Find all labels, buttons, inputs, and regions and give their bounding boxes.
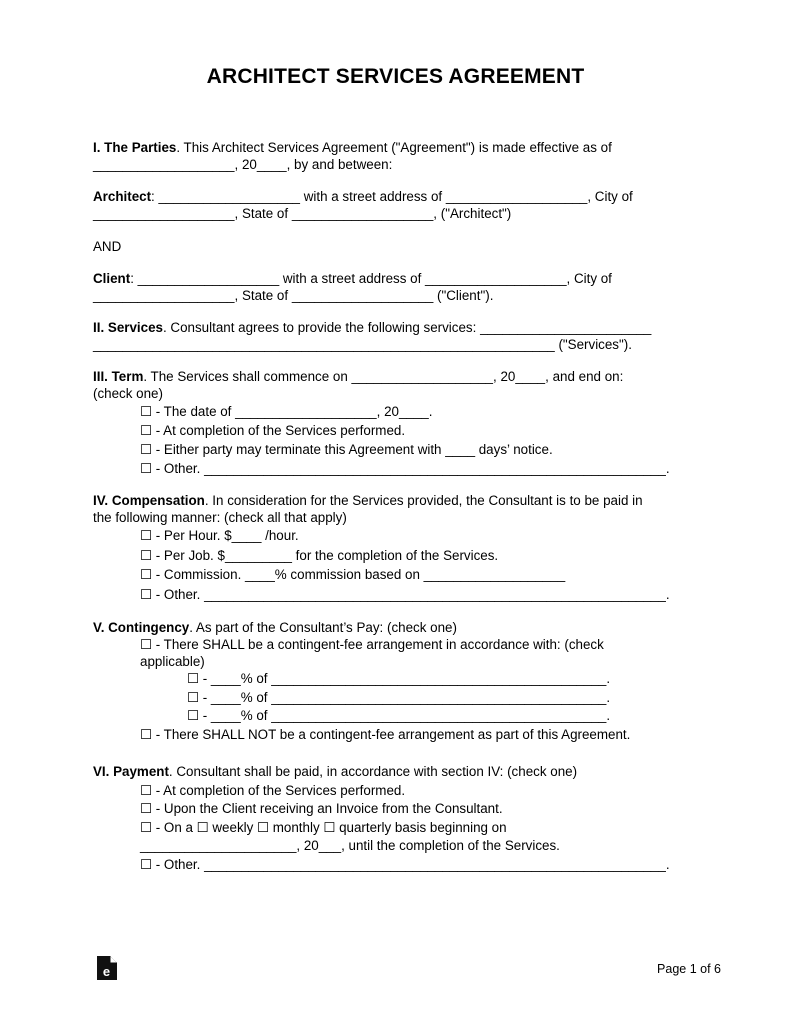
checkbox-option[interactable]: ☐ - At completion of the Services performed. xyxy=(140,423,406,438)
section-text: . Consultant agrees to provide the following services: _______________________ xyxy=(162,320,652,335)
page-title: ARCHITECT SERVICES AGREEMENT xyxy=(206,65,585,88)
checkbox-option-continued: _____________________, 20___, until the completion of the Services. xyxy=(140,838,560,853)
section-text: (check one) xyxy=(93,385,163,401)
checkbox-option[interactable]: ☐ - On a ☐ weekly ☐ monthly ☐ quarterly basis beginning on xyxy=(140,819,507,835)
checkbox-sub-option[interactable]: ☐ - ____% of _____________________________________________. xyxy=(187,689,611,705)
section-text: . The Services shall commence on ___________________, 20____, and end on: xyxy=(143,369,624,384)
checkbox-option[interactable]: ☐ - There SHALL NOT be a contingent-fee arrangement as part of this Agreement. xyxy=(140,726,631,742)
checkbox-option[interactable]: ☐ - Other. ______________________________________________________________. xyxy=(140,856,670,872)
eforms-logo-icon xyxy=(96,955,118,981)
checkbox-option[interactable]: ☐ - Either party may terminate this Agreement with ____ days’ notice. xyxy=(140,442,553,457)
section-compensation xyxy=(93,493,705,604)
checkbox-sub-option[interactable]: ☐ - ____% of _____________________________________________. xyxy=(187,671,611,686)
checkbox-option[interactable]: ☐ - The date of ___________________, 20____. xyxy=(140,404,433,419)
checkbox-option[interactable]: ☐ - At completion of the Services performed. xyxy=(140,782,406,798)
section-text: . As part of the Consultant’s Pay: (check one) xyxy=(189,620,457,635)
section-text: ___________________, State of ___________________ ("Client"). xyxy=(93,287,494,303)
section-text: the following manner: (check all that apply) xyxy=(93,509,347,525)
section-label: V. Contingency xyxy=(93,620,190,635)
checkbox-option[interactable]: ☐ - Upon the Client receiving an Invoice from the Consultant. xyxy=(140,801,503,816)
checkbox-option[interactable]: ☐ - Commission. ____% commission based on ___________________ xyxy=(140,567,566,582)
section-text: : ___________________ with a street address of ___________________, City of xyxy=(130,271,612,286)
section-label: I. The Parties xyxy=(93,140,177,155)
section-term xyxy=(93,369,705,478)
section-architect xyxy=(93,189,705,222)
checkbox-option[interactable]: ☐ - Per Job. $_________ for the completion of the Services. xyxy=(140,547,499,563)
section-client xyxy=(93,271,705,304)
section-label: II. Services xyxy=(93,320,163,335)
checkbox-option[interactable]: ☐ - There SHALL be a contingent-fee arrangement in accordance with: (check xyxy=(140,637,604,652)
checkbox-option[interactable]: ☐ - Other. ______________________________________________________________. xyxy=(140,586,670,602)
and-label: AND xyxy=(93,239,122,254)
and-text xyxy=(93,239,705,256)
section-label: III. Term xyxy=(93,369,144,384)
svg-text:e: e xyxy=(102,964,111,979)
checkbox-option[interactable]: ☐ - Per Hour. $____ /hour. xyxy=(140,528,299,543)
section-payment xyxy=(93,763,705,874)
checkbox-sub-option[interactable]: ☐ - ____% of _____________________________________________. xyxy=(187,708,611,723)
checkbox-option[interactable]: ☐ - Other. ______________________________________________________________. xyxy=(140,461,670,476)
section-label: IV. Compensation xyxy=(93,493,205,508)
section-contingency xyxy=(93,618,705,744)
section-label: Client xyxy=(93,271,131,286)
section-text: . In consideration for the Services provided, the Consultant is to be paid in xyxy=(204,493,643,508)
section-label: Architect xyxy=(93,189,152,204)
section-parties xyxy=(93,140,705,173)
section-text: ___________________, State of ___________________, ("Architect") xyxy=(93,205,512,221)
section-text: ______________________________________________________________ ("Services"). xyxy=(93,336,632,352)
section-text: : ___________________ with a street address of ___________________, City of xyxy=(151,189,633,204)
section-text: . Consultant shall be paid, in accordance with section IV: (check one) xyxy=(168,764,578,779)
page-number: Page 1 of 6 xyxy=(657,962,721,976)
section-text: . This Architect Services Agreement ("Agreement") is made effective as of xyxy=(176,140,612,155)
checkbox-option-continued: applicable) xyxy=(140,653,205,669)
section-services xyxy=(93,320,705,353)
section-text: ___________________, 20____, by and between: xyxy=(93,156,393,172)
section-label: VI. Payment xyxy=(93,764,169,779)
